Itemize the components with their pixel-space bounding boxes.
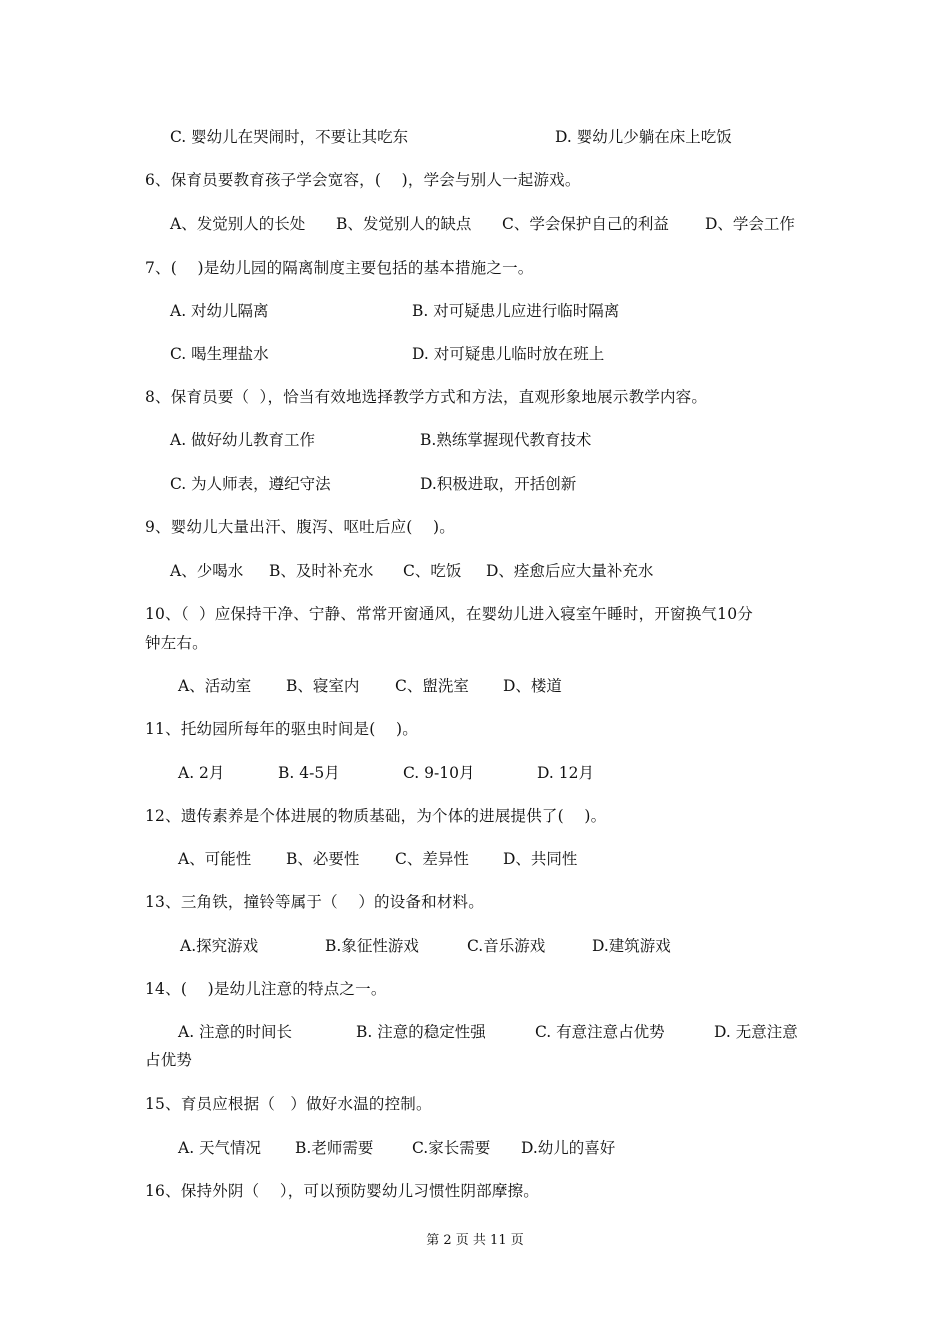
q12-option-b: B、必要性	[286, 850, 360, 868]
question-7: 7、( )是幼儿园的隔离制度主要包括的基本措施之一。	[145, 259, 534, 277]
q11-option-d: D. 12月	[537, 764, 594, 782]
question-9: 9、婴幼儿大量出汗、腹泻、呕吐后应( )。	[145, 518, 455, 536]
q7-option-c: C. 喝生理盐水	[170, 345, 269, 363]
q6-option-a: A、发觉别人的长处	[170, 215, 306, 233]
q10-option-d: D、楼道	[503, 677, 562, 695]
q6-option-d: D、学会工作	[705, 215, 795, 233]
q7-option-d: D. 对可疑患儿临时放在班上	[412, 345, 605, 363]
q7-option-a: A. 对幼儿隔离	[170, 302, 269, 320]
q15-option-a: A. 天气情况	[178, 1139, 262, 1157]
q6-option-b: B、发觉别人的缺点	[336, 215, 472, 233]
q11-option-b: B. 4-5月	[278, 764, 340, 782]
q14-option-b: B. 注意的稳定性强	[356, 1023, 486, 1041]
q14-option-c: C. 有意注意占优势	[535, 1023, 665, 1041]
q10-option-c: C、盥洗室	[395, 677, 469, 695]
q5-option-c: C. 婴幼儿在哭闹时，不要让其吃东	[170, 128, 409, 146]
page-footer: 第 2 页 共 11 页	[426, 1233, 524, 1248]
q13-option-d: D.建筑游戏	[592, 937, 671, 955]
q13-option-a: A.探究游戏	[180, 937, 259, 955]
q15-option-c: C.家长需要	[412, 1139, 491, 1157]
question-6: 6、保育员要教育孩子学会宽容，( )，学会与别人一起游戏。	[145, 171, 581, 189]
question-11: 11、托幼园所每年的驱虫时间是( )。	[145, 720, 418, 738]
q9-option-c: C、吃饭	[403, 562, 462, 580]
q10-option-b: B、寝室内	[286, 677, 360, 695]
q13-option-b: B.象征性游戏	[325, 937, 419, 955]
q9-option-a: A、少喝水	[170, 562, 244, 580]
q6-option-c: C、学会保护自己的利益	[502, 215, 669, 233]
question-12: 12、遗传素养是个体进展的物质基础，为个体的进展提供了( )。	[145, 807, 607, 825]
question-14: 14、( )是幼儿注意的特点之一。	[145, 980, 387, 998]
q9-option-d: D、痊愈后应大量补充水	[486, 562, 654, 580]
question-16: 16、保持外阴（ ），可以预防婴幼儿习惯性阴部摩擦。	[145, 1182, 539, 1200]
q12-option-d: D、共同性	[503, 850, 578, 868]
q8-option-a: A. 做好幼儿教育工作	[170, 431, 316, 449]
q14-option-d: D. 无意注意	[714, 1023, 798, 1041]
q14-option-a: A. 注意的时间长	[178, 1023, 293, 1041]
question-10-continued: 钟左右。	[145, 634, 208, 652]
q13-option-c: C.音乐游戏	[467, 937, 546, 955]
q12-option-c: C、差异性	[395, 850, 469, 868]
question-15: 15、育员应根据（ ）做好水温的控制。	[145, 1095, 432, 1113]
question-13: 13、三角铁，撞铃等属于（ ）的设备和材料。	[145, 893, 484, 911]
q9-option-b: B、及时补充水	[269, 562, 374, 580]
q8-option-c: C. 为人师表，遵纪守法	[170, 475, 331, 493]
q8-option-d: D.积极进取，开括创新	[420, 475, 577, 493]
q12-option-a: A、可能性	[178, 850, 252, 868]
question-10: 10、（ ）应保持干净、宁静、常常开窗通风，在婴幼儿进入寝室午睡时，开窗换气10分	[145, 605, 753, 623]
q11-option-c: C. 9-10月	[403, 764, 475, 782]
q15-option-d: D.幼儿的喜好	[521, 1139, 616, 1157]
q11-option-a: A. 2月	[178, 764, 225, 782]
q14-option-d-continued: 占优势	[145, 1051, 193, 1069]
q15-option-b: B.老师需要	[295, 1139, 374, 1157]
q5-option-d: D. 婴幼儿少躺在床上吃饭	[555, 128, 732, 146]
q7-option-b: B. 对可疑患儿应进行临时隔离	[412, 302, 620, 320]
q8-option-b: B.熟练掌握现代教育技术	[420, 431, 592, 449]
question-8: 8、保育员要（ ），恰当有效地选择教学方式和方法，直观形象地展示教学内容。	[145, 388, 708, 406]
q10-option-a: A、活动室	[178, 677, 252, 695]
